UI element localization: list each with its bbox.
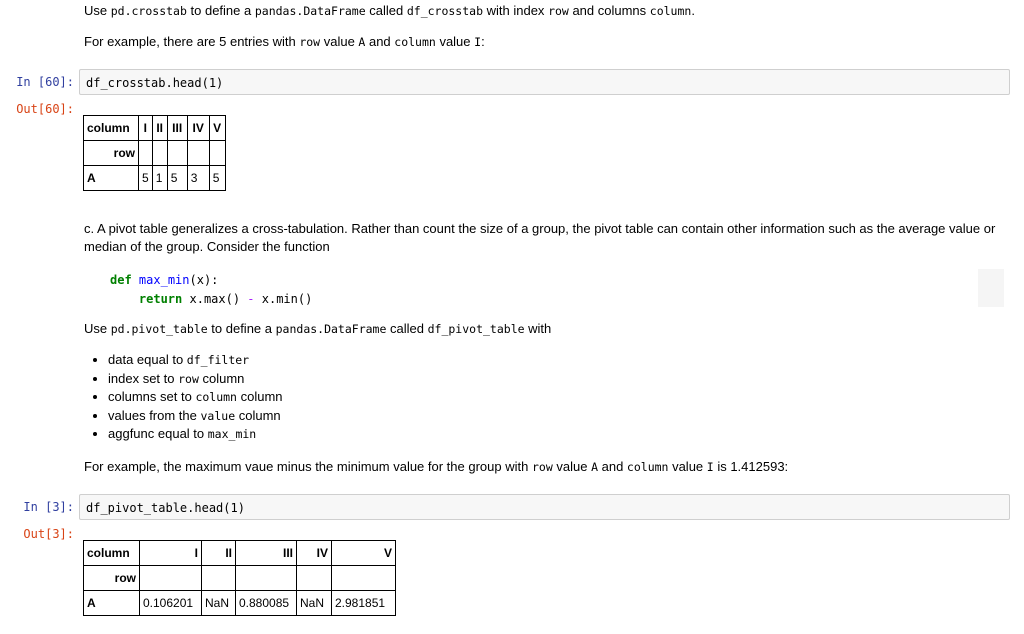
- col-header: V: [332, 541, 396, 566]
- return-keyword: return: [138, 292, 183, 306]
- col-header: I: [139, 116, 153, 141]
- col-header: I: [140, 541, 202, 566]
- value-cell: NaN: [297, 591, 332, 616]
- section-c-text: [84, 221, 1009, 254]
- code-cell-3[interactable]: [79, 494, 1010, 520]
- row-index-cell: A: [84, 591, 140, 616]
- col-header: IV: [187, 116, 209, 141]
- list-item: • index set to row column: [108, 370, 283, 389]
- pivot-args-list: [88, 351, 283, 444]
- col-header: IV: [297, 541, 332, 566]
- value-cell: NaN: [202, 591, 236, 616]
- code-cell-60[interactable]: [79, 69, 1010, 95]
- in-prompt-3: In [3]:: [23, 500, 74, 514]
- col-header: V: [209, 116, 225, 141]
- column-label-header: column: [84, 116, 139, 141]
- minus-operator: -: [247, 292, 255, 306]
- value-cell: 1: [152, 166, 167, 191]
- code-text: df_crosstab.head(1): [86, 76, 224, 90]
- function-name: max_min: [138, 273, 190, 287]
- pivot-intro: Use pd.pivot_table to define a pandas.DataFrame called df_pivot_table with: [84, 321, 552, 336]
- in-prompt-60: In [60]:: [16, 75, 74, 89]
- code-text: df_pivot_table.head(1): [86, 501, 245, 515]
- expr-max: x.max(): [182, 292, 248, 306]
- col-header: II: [152, 116, 167, 141]
- col-header: III: [167, 116, 187, 141]
- value-cell: 2.981851: [332, 591, 396, 616]
- signature: (x):: [189, 273, 219, 287]
- value-cell: 0.106201: [140, 591, 202, 616]
- col-header: III: [236, 541, 297, 566]
- column-label-header: column: [84, 541, 140, 566]
- value-cell: 5: [139, 166, 153, 191]
- value-cell: 5: [167, 166, 187, 191]
- expr-min: x.min(): [254, 292, 313, 306]
- crosstab-output-table: [83, 115, 226, 191]
- index-label-header: row: [84, 566, 140, 591]
- list-item: • values from the value column: [108, 407, 283, 426]
- index-label-header: row: [84, 141, 139, 166]
- section-c-line-2: median of the group. Consider the function: [84, 239, 330, 254]
- value-cell: 0.880085: [236, 591, 297, 616]
- intro-line-2: For example, there are 5 entries with row value A and column value I:: [84, 34, 485, 49]
- example-2-text: For example, the maximum vaue minus the minimum value for the group with row value A and column value I is 1.412593:: [84, 459, 789, 474]
- list-item: • data equal to df_filter: [108, 351, 283, 370]
- list-item: • aggfunc equal to max_min: [108, 425, 283, 444]
- max-min-code-block: [84, 269, 1004, 307]
- out-prompt-60: Out[60]:: [16, 102, 74, 116]
- value-cell: 5: [209, 166, 225, 191]
- list-item: • columns set to column column: [108, 388, 283, 407]
- pivot-output-table: [83, 540, 396, 616]
- section-c-line-1: c. A pivot table generalizes a cross-tabulation. Rather than count the size of a group, the pivot table can contain other information such as the average value or: [84, 221, 996, 236]
- value-cell: 3: [187, 166, 209, 191]
- out-prompt-3: Out[3]:: [23, 527, 74, 541]
- code-block-scroll-area: [978, 269, 1004, 307]
- col-header: II: [202, 541, 236, 566]
- intro-line-1: Use pd.crosstab to define a pandas.DataFrame called df_crosstab with index row and columns column.: [84, 3, 695, 18]
- def-keyword: def: [110, 273, 132, 287]
- row-index-cell: A: [84, 166, 139, 191]
